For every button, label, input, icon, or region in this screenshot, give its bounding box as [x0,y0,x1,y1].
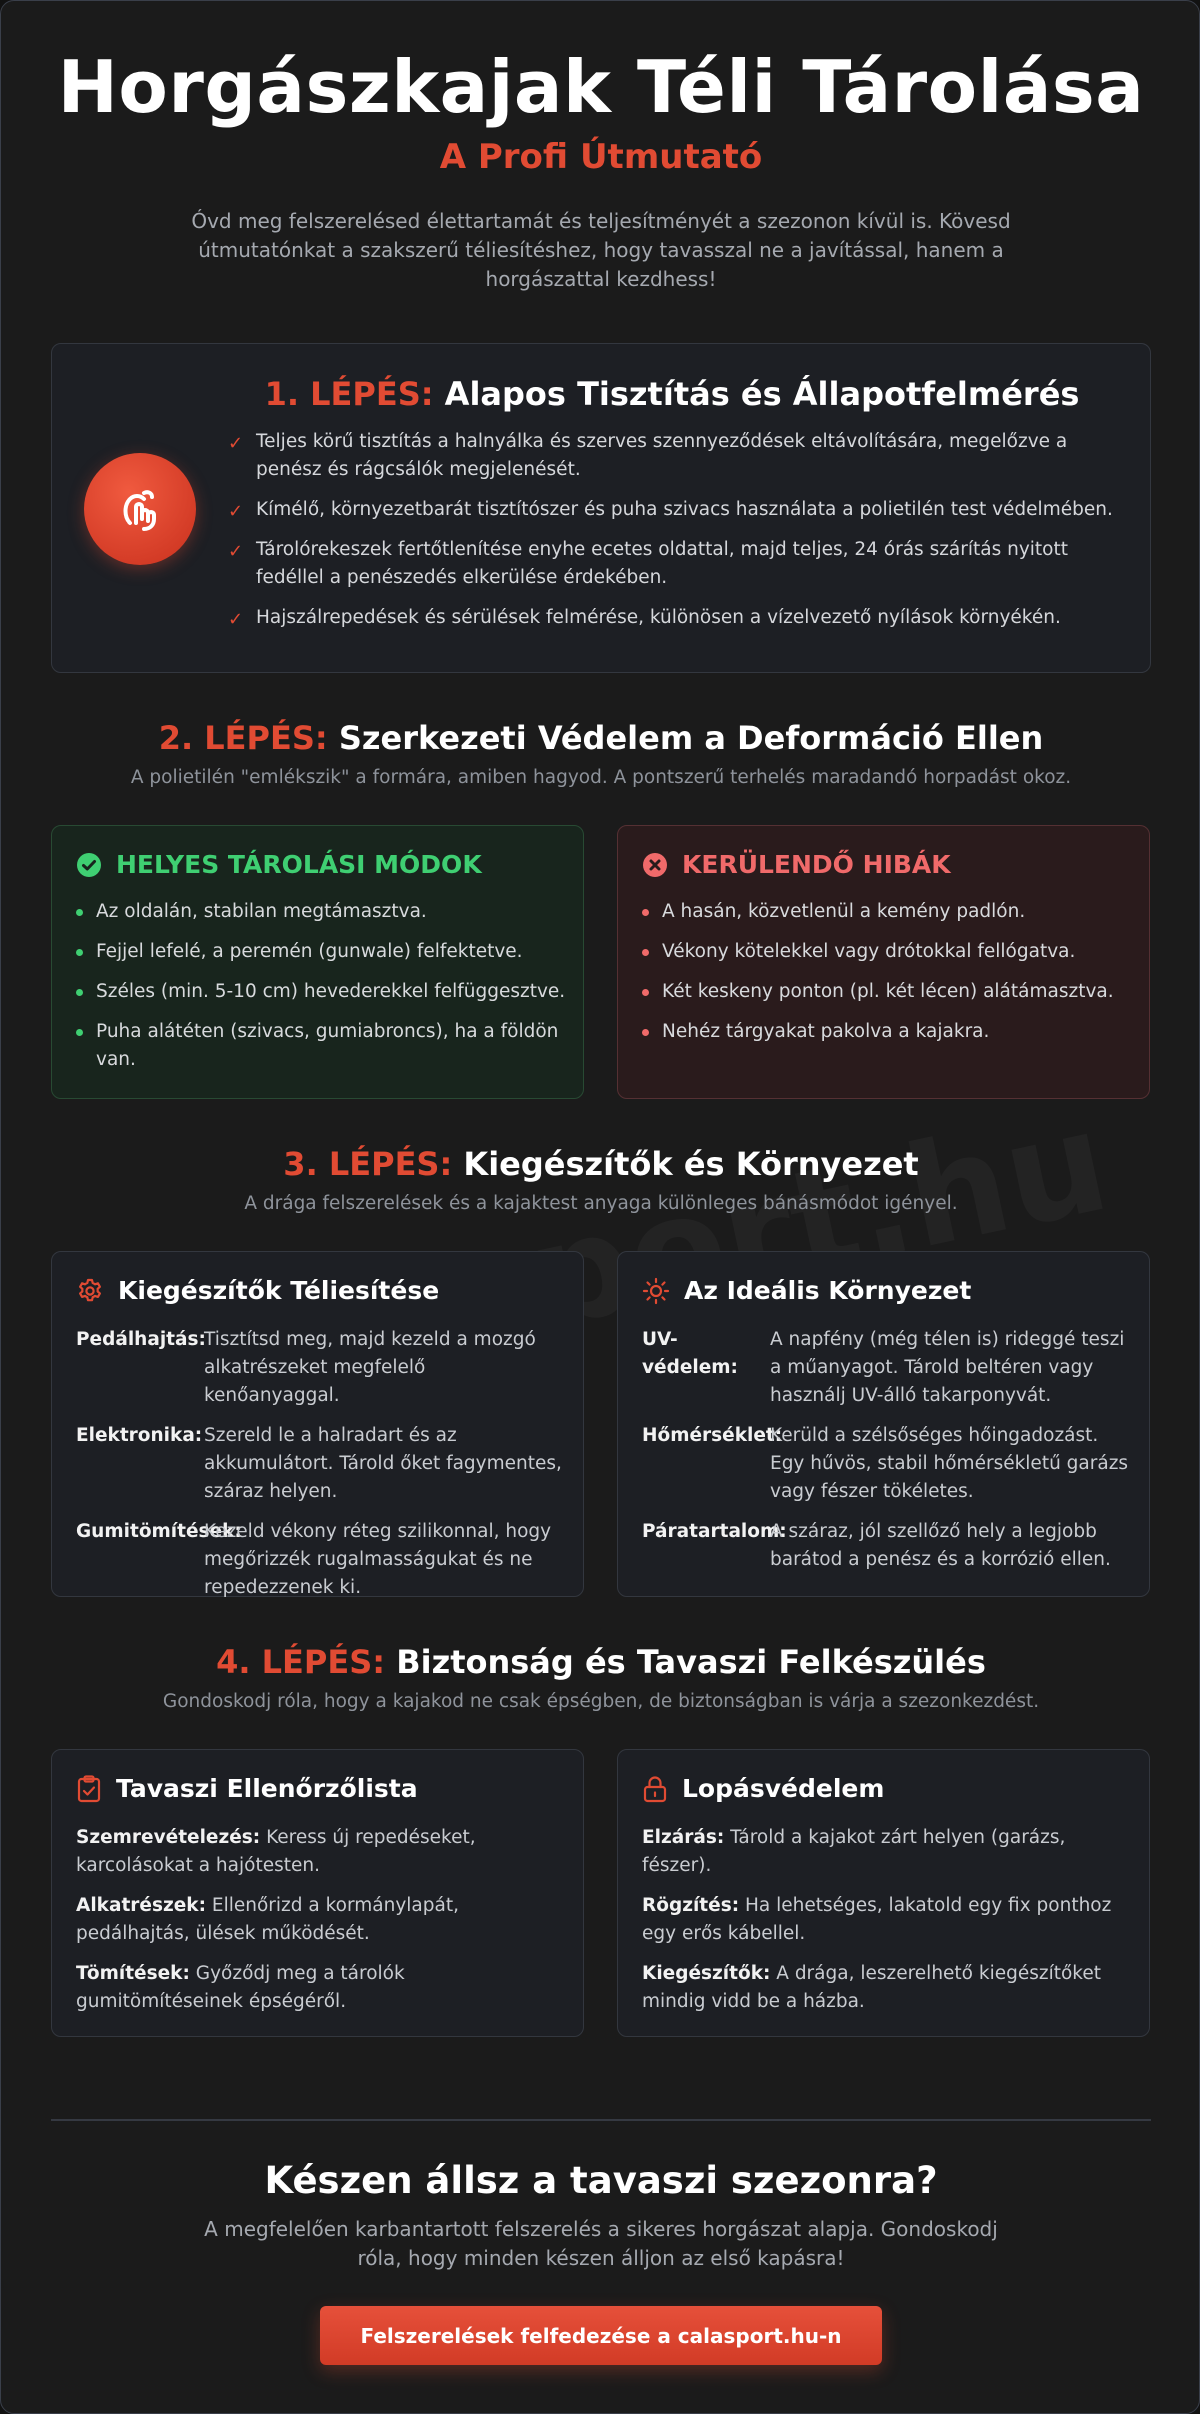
theft-protection-list [642,1824,1132,2028]
step1-card [51,343,1151,673]
item-desc: Szereld le a halradart és az akkumulátort. Tárold őket fagymentes, száraz helyen. [204,1425,562,1502]
list-item-text: Az oldalán, stabilan megtámasztva. [96,901,427,922]
item-term: Szemrevételezés: [76,1827,261,1848]
theft-protection-heading [642,1772,884,1806]
avoid-mistakes-title: KERÜLENDŐ HIBÁK [682,850,951,879]
environment-card [617,1251,1150,1597]
list-item [642,978,1132,1006]
item-term: Alkatrészek: [76,1895,206,1916]
list-item-text: Vékony kötelekkel vagy drótokkal fellógatva. [662,941,1076,962]
list-item [642,1326,1132,1410]
correct-storage-list [76,898,566,1086]
list-item-text: Tárolórekeszek fertőtlenítése enyhe ecetes oldattal, majd teljes, 24 órás szárítás nyitott fedéllel a penészedés elkerülése érdekében. [256,539,1069,588]
list-item [642,898,1132,926]
list-item [76,1892,566,1948]
cta-text: A megfelelően karbantartott felszerelés a sikeres horgászat alapja. Gondoskodj róla, hogy minden készen álljon az első kapásra! [204,2217,998,2270]
item-term: Páratartalom: [642,1521,787,1542]
item-desc: A drága, leszerelhető kiegészítőket mindig vidd be a házba. [642,1963,1101,2012]
correct-storage-heading [76,848,482,882]
bullet-dot [76,909,83,916]
step4-label: 4. LÉPÉS: [216,1643,386,1681]
list-item [76,1824,566,1880]
step4-subtitle: Gondoskodj róla, hogy a kajakod ne csak épségben, de biztonságban is várja a szezonkezdést. [162,1691,1040,1712]
item-desc: Kezeld vékony réteg szilikonnal, hogy megőrizzék rugalmasságukat és ne repedezzenek ki. [204,1521,552,1598]
step4-title [1,1640,1200,1684]
bullet-dot [642,909,649,916]
bullet-dot [76,989,83,996]
x-circle-icon [642,852,668,878]
step2-label: 2. LÉPÉS: [158,719,328,757]
item-desc: Ha lehetséges, lakatold egy fix ponthoz egy erős kábellel. [642,1895,1112,1944]
step3-label: 3. LÉPÉS: [283,1145,453,1183]
item-desc: Tisztítsd meg, majd kezeld a mozgó alkatrészeket megfelelő kenőanyaggal. [204,1329,536,1406]
list-item [642,1892,1132,1948]
accessories-list [76,1326,566,1614]
item-term: Kiegészítők: [642,1963,771,1984]
lock-icon [642,1775,668,1803]
bullet-dot [642,949,649,956]
list-item [228,536,1128,592]
item-term: Elektronika: [76,1425,203,1446]
check-circle-icon [76,852,102,878]
list-item-text: Széles (min. 5-10 cm) hevederekkel felfüggesztve. [96,981,566,1002]
page-subtitle: A Profi Útmutató [439,137,763,177]
list-item [76,1518,566,1602]
item-term: Gumitömítések: [76,1521,242,1542]
gear-icon [76,1277,104,1305]
list-item [642,938,1132,966]
list-item [642,1422,1132,1506]
step3-title [1,1142,1200,1186]
bullet-dot [642,1029,649,1036]
theft-protection-card [617,1749,1150,2037]
check-icon: ✓ [228,541,244,562]
item-desc: Ellenőrizd a kormánylapát, pedálhajtás, ülések működését. [76,1895,459,1944]
list-item [642,1960,1132,2016]
list-item [642,1518,1132,1574]
spring-checklist-heading [76,1772,418,1806]
list-item-text: Hajszálrepedések és sérülések felmérése, különösen a vízelvezető nyílások környékén. [256,607,1061,628]
list-item-text: Teljes körű tisztítás a halnyálka és szerves szennyeződések eltávolítására, megelőzve a penész és rágcsálók megjelenését. [256,431,1068,480]
step2-subtitle: A polietilén "emlékszik" a formára, amiben hagyod. A pontszerű terhelés maradandó horpadást okoz. [130,767,1072,788]
divider [51,2119,1151,2121]
list-item-text: Két keskeny ponton (pl. két lécen) alátámasztva. [662,981,1114,1002]
list-item-text: Puha alátéten (szivacs, gumiabroncs), ha a földön van. [96,1021,559,1070]
list-item [76,1018,566,1074]
accessories-heading [76,1274,439,1308]
step2-title [1,716,1200,760]
check-icon: ✓ [228,433,244,454]
avoid-mistakes-card [617,825,1150,1099]
step1-label: 1. LÉPÉS: [264,375,434,413]
item-desc: Győződj meg a tárolók gumitömítéseinek épségéről. [76,1963,405,2012]
spring-checklist-title: Tavaszi Ellenőrzőlista [116,1774,418,1803]
item-desc: Tárold a kajakot zárt helyen (garázs, fészer). [642,1827,1066,1876]
environment-title: Az Ideális Környezet [684,1276,972,1305]
list-item [76,898,566,926]
accessories-title: Kiegészítők Téliesítése [118,1276,440,1305]
avoid-mistakes-list [642,898,1132,1058]
step4-title-text: Biztonság és Tavaszi Felkészülés [396,1643,986,1681]
step3-subtitle: A drága felszerelések és a kajaktest anyaga különleges bánásmódot igényel. [244,1193,958,1214]
hero [1,41,1200,294]
environment-list [642,1326,1132,1586]
list-item [228,428,1128,484]
list-item [76,1422,566,1506]
bullet-dot [76,949,83,956]
cta-title: Készen állsz a tavaszi szezonra? [264,2159,938,2202]
item-term: Hőmérséklet: [642,1425,783,1446]
step1-list [228,428,1128,644]
list-item [76,1960,566,2016]
list-item-text: Kímélő, környezetbarát tisztítószer és puha szivacs használata a polietilén test védelmében. [256,499,1113,520]
list-item [642,1018,1132,1046]
correct-storage-card [51,825,584,1099]
step1-title [227,372,1117,416]
step2-title-text: Szerkezeti Védelem a Deformáció Ellen [338,719,1044,757]
list-item-text: Fejjel lefelé, a peremén (gunwale) felfektetve. [96,941,523,962]
page-title: Horgászkajak Téli Tárolása [57,45,1145,129]
bullet-dot [76,1029,83,1036]
list-item [642,1824,1132,1880]
check-icon: ✓ [228,501,244,522]
item-desc: A napfény (még télen is) rideggé teszi a műanyagot. Tárold beltéren vagy használj UV-álló takarponyvát. [770,1329,1125,1406]
item-desc: Kerüld a szélsőséges hőingadozást. Egy hűvös, stabil hőmérsékletű garázs vagy fészer tökéletes. [770,1425,1129,1502]
item-term: Rögzítés: [642,1895,740,1916]
item-term: UV-védelem: [642,1329,738,1378]
avoid-mistakes-heading [642,848,951,882]
list-item-text: A hasán, közvetlenül a kemény padlón. [662,901,1026,922]
step3-title-text: Kiegészítők és Környezet [463,1145,919,1183]
item-term: Tömítések: [76,1963,190,1984]
sun-icon [642,1277,670,1305]
list-item-text: Nehéz tárgyakat pakolva a kajakra. [662,1021,990,1042]
environment-heading [642,1274,971,1308]
explore-equipment-button[interactable]: Felszerelések felfedezése a calasport.hu-n [320,2306,882,2365]
bullet-dot [642,989,649,996]
check-icon: ✓ [228,609,244,630]
list-item [76,938,566,966]
hand-wash-icon [84,453,196,565]
list-item [228,496,1128,524]
theft-protection-title: Lopásvédelem [682,1774,885,1803]
correct-storage-title: HELYES TÁROLÁSI MÓDOK [116,850,482,879]
item-desc: A száraz, jól szellőző hely a legjobb barátod a penész és a korrózió ellen. [770,1521,1111,1570]
item-term: Elzárás: [642,1827,725,1848]
clipboard-check-icon [76,1775,102,1803]
intro-text: Óvd meg felszerelésed élettartamát és teljesítményét a szezonon kívül is. Kövesd útmutatónkat a szakszerű téliesítéshez, hogy tavasszal ne a javítással, hanem a horgászattal kezdhess! [191,209,1011,291]
list-item [76,978,566,1006]
item-desc: Keress új repedéseket, karcolásokat a hajótesten. [76,1827,476,1876]
spring-checklist-list [76,1824,566,2028]
step1-title-text: Alapos Tisztítás és Állapotfelmérés [444,375,1080,413]
accessories-card [51,1251,584,1597]
spring-checklist-card [51,1749,584,2037]
list-item [76,1326,566,1410]
list-item [228,604,1128,632]
item-term: Pedálhajtás: [76,1329,206,1350]
